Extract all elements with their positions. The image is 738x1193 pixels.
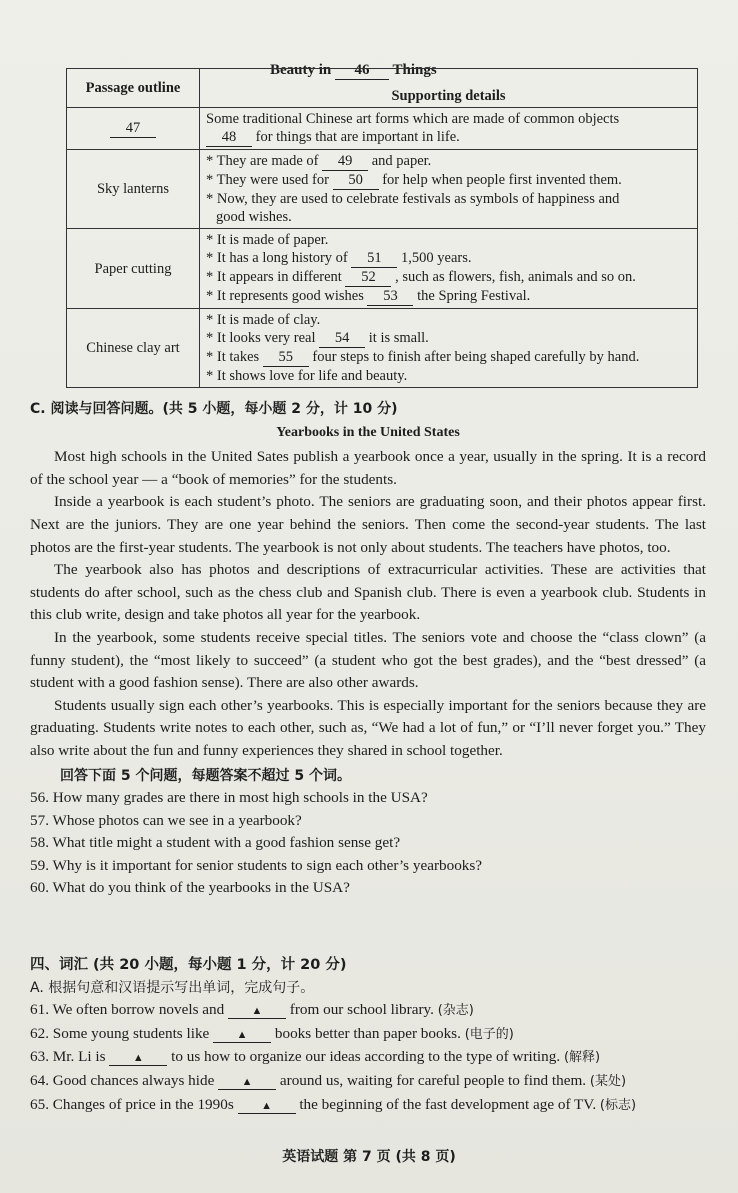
question-item: 59. Why is it important for senior students to sign each other’s yearbooks? <box>30 856 483 874</box>
paragraph: Inside a yearbook is each student’s photo. The seniors are graduating soon, and their photos appear first. Next are the juniors. They are one year behind the seniors. Then come the second-year students. The last photos are the first-year students. The yearbook is not only about students. The teachers have photos, too. <box>30 493 706 556</box>
page-footer: 英语试题 第 7 页 (共 8 页) <box>282 1149 456 1165</box>
blank-53: 53 <box>367 287 413 306</box>
vocab-before: 61. We often borrow novels and <box>30 1001 225 1019</box>
section-c <box>30 398 706 900</box>
outline-cell: Chinese clay art <box>67 309 200 388</box>
table-row <box>67 229 698 309</box>
vocab-after: around us, waiting for careful people to find them. <box>279 1071 587 1089</box>
vocabulary-title: 四、词汇 (共 20 小题，每小题 1 分，计 20 分) <box>30 957 347 973</box>
blank-51: 51 <box>351 249 397 268</box>
vocab-hint: (某处) <box>589 1073 627 1089</box>
blank-49: 49 <box>322 152 368 171</box>
table-row <box>67 150 698 229</box>
question-heading: 回答下面 5 个问题，每题答案不超过 5 个词。 <box>60 767 351 784</box>
vocab-after: to us how to organize our ideas according to the type of writing. <box>171 1048 561 1066</box>
answer-blank[interactable]: ▲ <box>228 1004 286 1019</box>
blank-46: 46 <box>335 62 389 80</box>
vocab-question <box>30 999 706 1023</box>
table-row <box>67 108 698 150</box>
detail-line: * They are made of 49 and paper. <box>206 153 432 169</box>
detail-line: * Now, they are used to celebrate festivals as symbols of happiness and <box>206 191 620 207</box>
blank-52: 52 <box>345 268 391 287</box>
detail-line: * It is made of paper. <box>206 232 329 248</box>
outline-cell: Paper cutting <box>67 229 200 309</box>
details-cell <box>200 150 698 229</box>
vocab-question <box>30 1070 706 1094</box>
details-cell <box>200 229 698 309</box>
table-header-row <box>67 69 698 108</box>
vocab-after: books better than paper books. <box>274 1024 461 1042</box>
header-passage-outline: Passage outline <box>67 69 200 108</box>
answer-blank[interactable]: ▲ <box>109 1051 167 1066</box>
vocab-before: 62. Some young students like <box>30 1024 210 1042</box>
section-c-heading: C. 阅读与回答问题。(共 5 小题，每小题 2 分，计 10 分) <box>30 401 398 417</box>
question-item: 56. How many grades are there in most high schools in the USA? <box>30 789 428 807</box>
vocab-before: 63. Mr. Li is <box>30 1048 106 1066</box>
question-item: 60. What do you think of the yearbooks in the USA? <box>30 879 350 897</box>
blank-55: 55 <box>263 348 309 367</box>
table-row <box>67 309 698 388</box>
outline-cell: Sky lanterns <box>67 150 200 229</box>
answer-blank[interactable]: ▲ <box>213 1028 271 1043</box>
detail-line: * It represents good wishes 53 the Spring Festival. <box>206 288 531 304</box>
vocab-after: the beginning of the fast development age of TV. <box>299 1095 597 1113</box>
question-item: 57. Whose photos can we see in a yearbook? <box>30 811 302 829</box>
header-supporting-details: Supporting details <box>200 69 698 108</box>
vocab-after: from our school library. <box>289 1001 434 1019</box>
section-vocabulary <box>30 954 706 1117</box>
vocab-before: 65. Changes of price in the 1990s <box>30 1095 234 1113</box>
answer-blank[interactable]: ▲ <box>238 1099 296 1114</box>
detail-line: Some traditional Chinese art forms which are made of common objects <box>206 111 620 127</box>
answer-blank[interactable]: ▲ <box>218 1075 276 1090</box>
detail-line: * It takes 55 four steps to finish after being shaped carefully by hand. <box>206 349 640 365</box>
paragraph: Students usually sign each other’s yearbooks. This is especially important for the seniors because they are graduating. Students write notes to each other, such as, “We had a lot of fun,” or “I’ll never forget you.” They also write about the fun and funny experiences they shared in school together. <box>30 696 706 759</box>
details-cell <box>200 309 698 388</box>
detail-line: * It has a long history of 51 1,500 years. <box>206 250 472 266</box>
vocab-question <box>30 1094 706 1118</box>
table-title-prefix: Beauty in <box>270 62 332 78</box>
detail-line: * It looks very real 54 it is small. <box>206 330 429 346</box>
blank-47: 47 <box>110 119 156 138</box>
question-item: 58. What title might a student with a good fashion sense get? <box>30 834 401 852</box>
blank-54: 54 <box>319 329 365 348</box>
table-title-suffix: Things <box>392 62 437 78</box>
detail-line: 48 for things that are important in life. <box>206 128 691 147</box>
vocab-question <box>30 1046 706 1070</box>
vocab-question <box>30 1023 706 1047</box>
detail-line: * It is made of clay. <box>206 312 321 328</box>
blank-50: 50 <box>333 171 379 190</box>
paragraph: Most high schools in the United Sates publish a yearbook once a year, usually in the spring. It is a record of the school year — a “book of memories” for the students. <box>30 448 706 488</box>
vocab-hint: (电子的) <box>464 1026 514 1042</box>
vocab-hint: (标志) <box>599 1097 637 1113</box>
vocab-hint: (解释) <box>563 1050 601 1066</box>
vocabulary-subtitle: A. 根据句意和汉语提示写出单词，完成句子。 <box>30 979 315 996</box>
details-cell <box>200 108 698 150</box>
passage-title: Yearbooks in the United States <box>276 424 460 440</box>
passage-outline-table <box>66 68 698 388</box>
detail-line: * It appears in different 52 , such as flowers, fish, animals and so on. <box>206 269 636 285</box>
vocab-before: 64. Good chances always hide <box>30 1071 215 1089</box>
blank-48: 48 <box>206 128 252 147</box>
vocab-hint: (杂志) <box>437 1003 474 1019</box>
paragraph: In the yearbook, some students receive special titles. The seniors vote and choose the “class clown” (a funny student), the “most likely to succeed” (a student who got the best grades), and the “best dressed” (a student with a good fashion sense). There are also other awards. <box>30 628 706 692</box>
paragraph: The yearbook also has photos and descriptions of extracurricular activities. These are activities that students do after school, such as the chess club and Spanish club. There is even a yearbook club. Students in this club write, design and take photos all year for the yearbook. <box>30 561 706 624</box>
outline-cell <box>67 108 200 150</box>
detail-line: good wishes. <box>216 209 292 225</box>
detail-line: * It shows love for life and beauty. <box>206 368 408 384</box>
detail-line: * They were used for 50 for help when people first invented them. <box>206 172 622 188</box>
